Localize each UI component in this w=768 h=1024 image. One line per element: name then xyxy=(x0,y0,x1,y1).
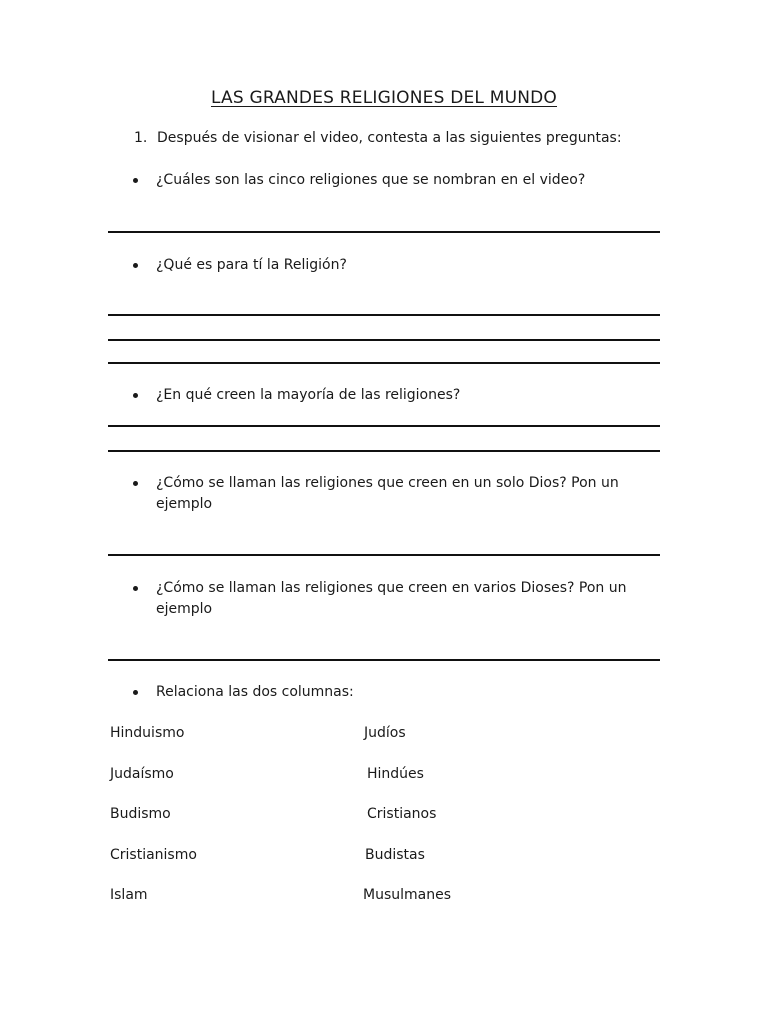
bullet-icon xyxy=(133,690,138,695)
right-column-item[interactable]: Budistas xyxy=(365,847,425,863)
instruction-number: 1. xyxy=(134,130,148,146)
bullet-icon xyxy=(133,586,138,591)
answer-line-2b[interactable] xyxy=(108,339,660,341)
question-1: ¿Cuáles son las cinco religiones que se nombran en el video? xyxy=(156,172,586,188)
right-column-item[interactable]: Hindúes xyxy=(367,766,424,782)
question-5-line-2: ejemplo xyxy=(156,601,213,617)
left-column-item[interactable]: Budismo xyxy=(110,806,171,822)
question-5-line-1: ¿Cómo se llaman las religiones que creen en varios Dioses? Pon un xyxy=(156,580,627,596)
bullet-icon xyxy=(133,481,138,486)
right-column-item[interactable]: Judíos xyxy=(364,725,406,741)
bullet-icon xyxy=(133,178,138,183)
answer-line-3b[interactable] xyxy=(108,450,660,452)
question-4-line-1: ¿Cómo se llaman las religiones que creen en un solo Dios? Pon un xyxy=(156,475,619,491)
answer-line-4a[interactable] xyxy=(108,554,660,556)
answer-line-2c[interactable] xyxy=(108,362,660,364)
bullet-icon xyxy=(133,393,138,398)
instruction-text: Después de visionar el video, contesta a las siguientes preguntas: xyxy=(157,130,622,146)
answer-line-1a[interactable] xyxy=(108,231,660,233)
question-2: ¿Qué es para tí la Religión? xyxy=(156,257,347,273)
answer-line-3a[interactable] xyxy=(108,425,660,427)
left-column-item[interactable]: Judaísmo xyxy=(110,766,174,782)
left-column-item[interactable]: Hinduismo xyxy=(110,725,185,741)
bullet-icon xyxy=(133,263,138,268)
question-6: Relaciona las dos columnas: xyxy=(156,684,354,700)
right-column-item[interactable]: Cristianos xyxy=(367,806,437,822)
left-column-item[interactable]: Islam xyxy=(110,887,148,903)
page-title xyxy=(0,88,768,108)
question-3: ¿En qué creen la mayoría de las religiones? xyxy=(156,387,461,403)
left-column-item[interactable]: Cristianismo xyxy=(110,847,197,863)
right-column-item[interactable]: Musulmanes xyxy=(363,887,452,903)
question-4-line-2: ejemplo xyxy=(156,496,213,512)
answer-line-2a[interactable] xyxy=(108,314,660,316)
answer-line-5a[interactable] xyxy=(108,659,660,661)
page-title-text: LAS GRANDES RELIGIONES DEL MUNDO xyxy=(210,88,558,108)
